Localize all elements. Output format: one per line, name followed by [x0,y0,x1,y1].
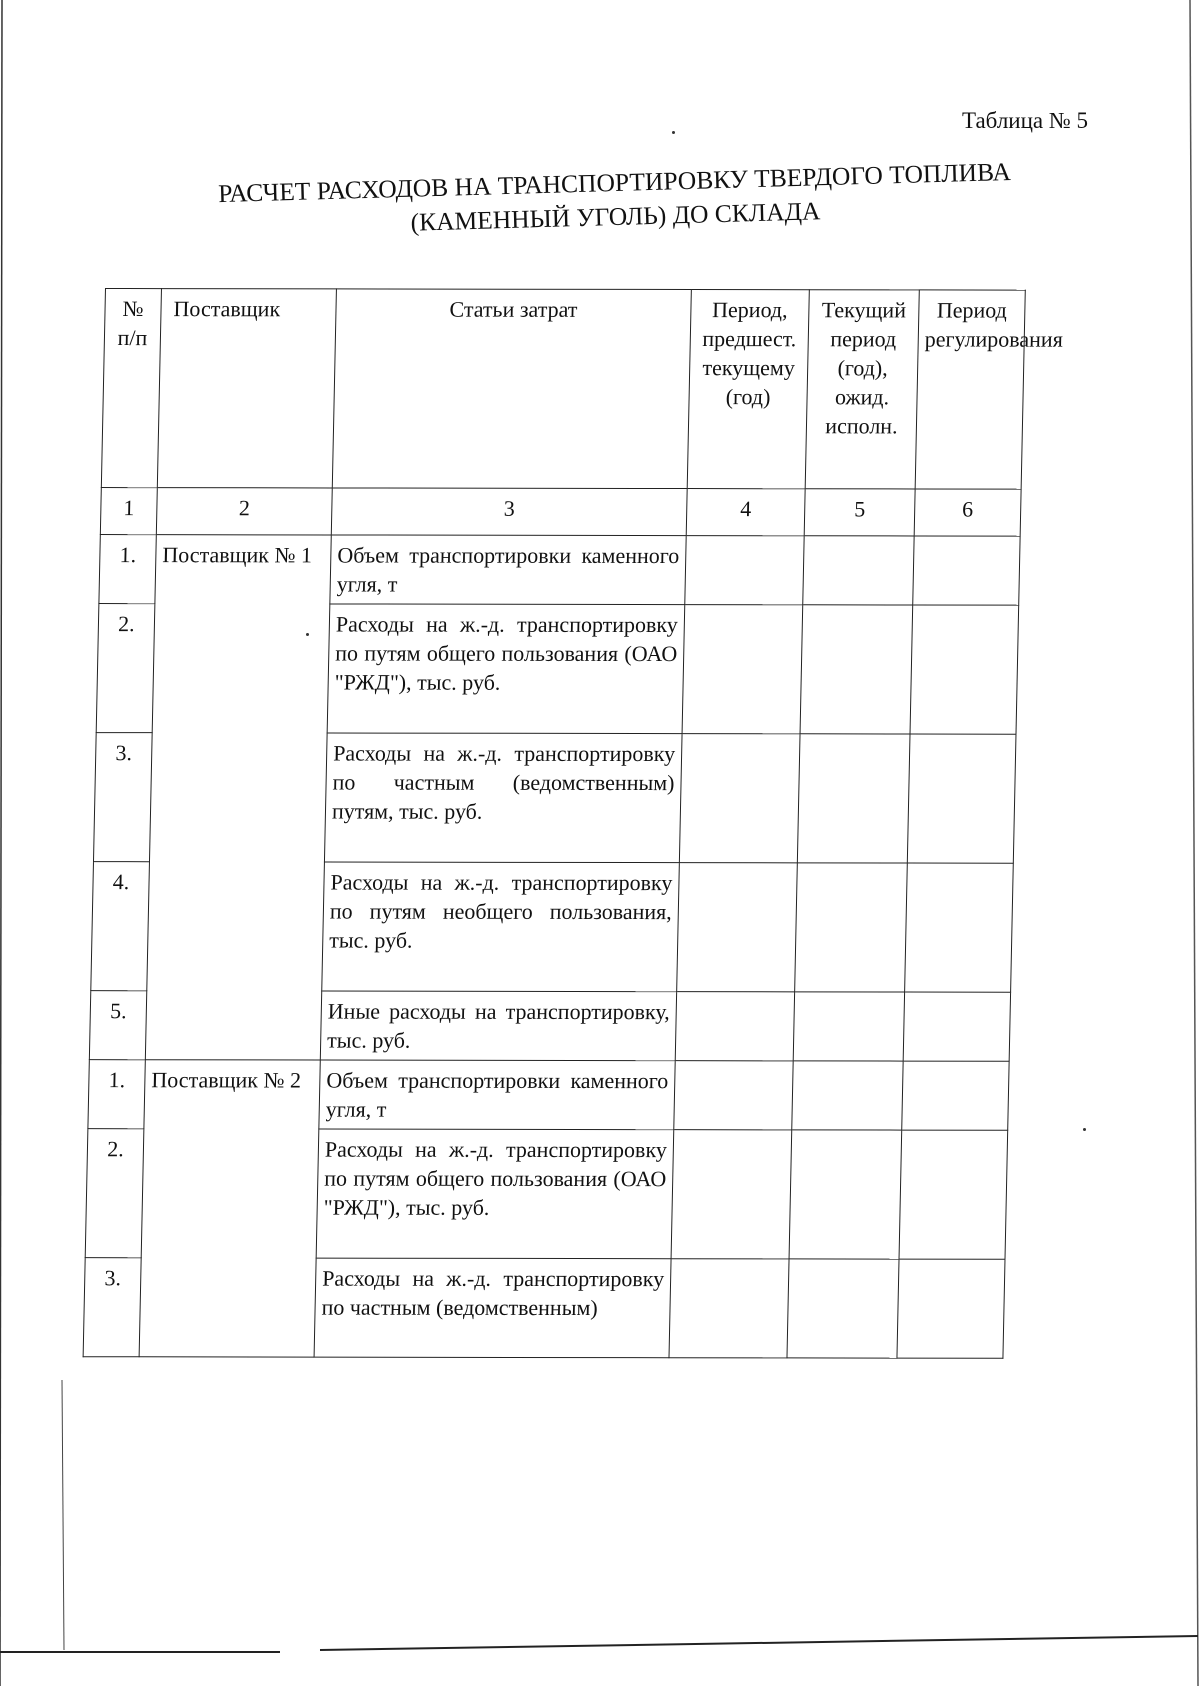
row-number: 2. [96,604,155,733]
cost-article: Расходы на ж.-д. транспортировку по путям общего пользования (ОАО "РЖД"), тыс. руб. [316,1129,674,1259]
row-number: 4. [91,862,150,991]
cost-article: Расходы на ж.-д. транспортировку по путям необщего пользования, тыс. руб. [322,862,680,992]
value-prev-period [671,1130,792,1259]
row-number: 3. [93,733,152,862]
scan-speck [672,131,675,134]
value-reg-period [902,1061,1009,1130]
row-number: 5. [89,991,146,1060]
header-articles: Статьи затрат [332,289,691,489]
cost-article: Объем транспортировки каменного угля, т [330,535,686,605]
table-reference: Таблица № 5 [962,108,1089,133]
cost-table [83,288,1064,1359]
cost-article: Расходы на ж.-д. транспортировку по частным (ведомственным) [314,1258,671,1358]
value-prev-period [679,734,800,863]
table-row [88,1060,1009,1131]
column-number: 1 [100,488,157,535]
value-reg-period [897,1259,1005,1358]
value-current-period [803,536,914,605]
value-reg-period [907,734,1016,863]
cost-article: Иные расходы на транспортировку, тыс. руб. [320,991,676,1061]
header-supplier: Поставщик [157,289,336,488]
row-number: 3. [83,1258,141,1357]
value-current-period [797,734,910,863]
cost-article: Расходы на ж.-д. транспортировку по частным (ведомственным) путям, тыс. руб. [324,733,682,863]
value-current-period [792,1061,903,1130]
header-num: № п/п [101,289,161,488]
value-current-period [795,863,908,992]
header-prev-period: Период, предшест. текущему (год) [687,290,809,489]
value-prev-period [675,992,794,1061]
column-number: 2 [156,488,332,535]
scan-speck [1083,1128,1086,1131]
column-number: 5 [804,489,915,536]
table-row [99,535,1020,606]
title-line-1: РАСЧЕТ РАСХОДОВ НА ТРАНСПОРТИРОВКУ ТВЕРДОГО ТОПЛИВА [217,156,1012,209]
value-prev-period [685,536,804,605]
supplier-cell: Поставщик № 2 [139,1060,320,1357]
header-reg-period: Период регулирования [915,290,1025,489]
column-number: 3 [331,488,687,536]
column-number: 4 [686,489,805,536]
column-number-row [100,488,1021,537]
value-prev-period [677,863,798,992]
value-reg-period [905,863,1014,992]
value-current-period [793,992,904,1061]
value-prev-period [669,1259,789,1358]
cost-article: Объем транспортировки каменного угля, т [319,1060,675,1130]
value-current-period [787,1259,899,1358]
cost-table-wrapper [83,288,1064,1359]
value-current-period [789,1130,902,1259]
value-reg-period [913,536,1020,605]
supplier-cell: Поставщик № 1 [145,535,331,1060]
row-number: 1. [88,1060,145,1129]
value-reg-period [903,992,1010,1061]
column-number: 6 [914,489,1021,536]
title-line-2: (КАМЕННЫЙ УГОЛЬ) ДО СКЛАДА [410,196,821,237]
value-prev-period [682,605,803,734]
header-current-period: Текущий период (год), ожид. исполн. [805,290,919,489]
row-number: 1. [99,535,156,604]
value-reg-period [910,605,1019,734]
value-reg-period [899,1130,1008,1259]
row-number: 2. [85,1129,144,1258]
cost-article: Расходы на ж.-д. транспортировку по путям общего пользования (ОАО "РЖД"), тыс. руб. [327,604,685,734]
document-title [139,153,1091,247]
value-current-period [800,605,913,734]
header-row [101,289,1025,490]
value-prev-period [674,1061,793,1130]
